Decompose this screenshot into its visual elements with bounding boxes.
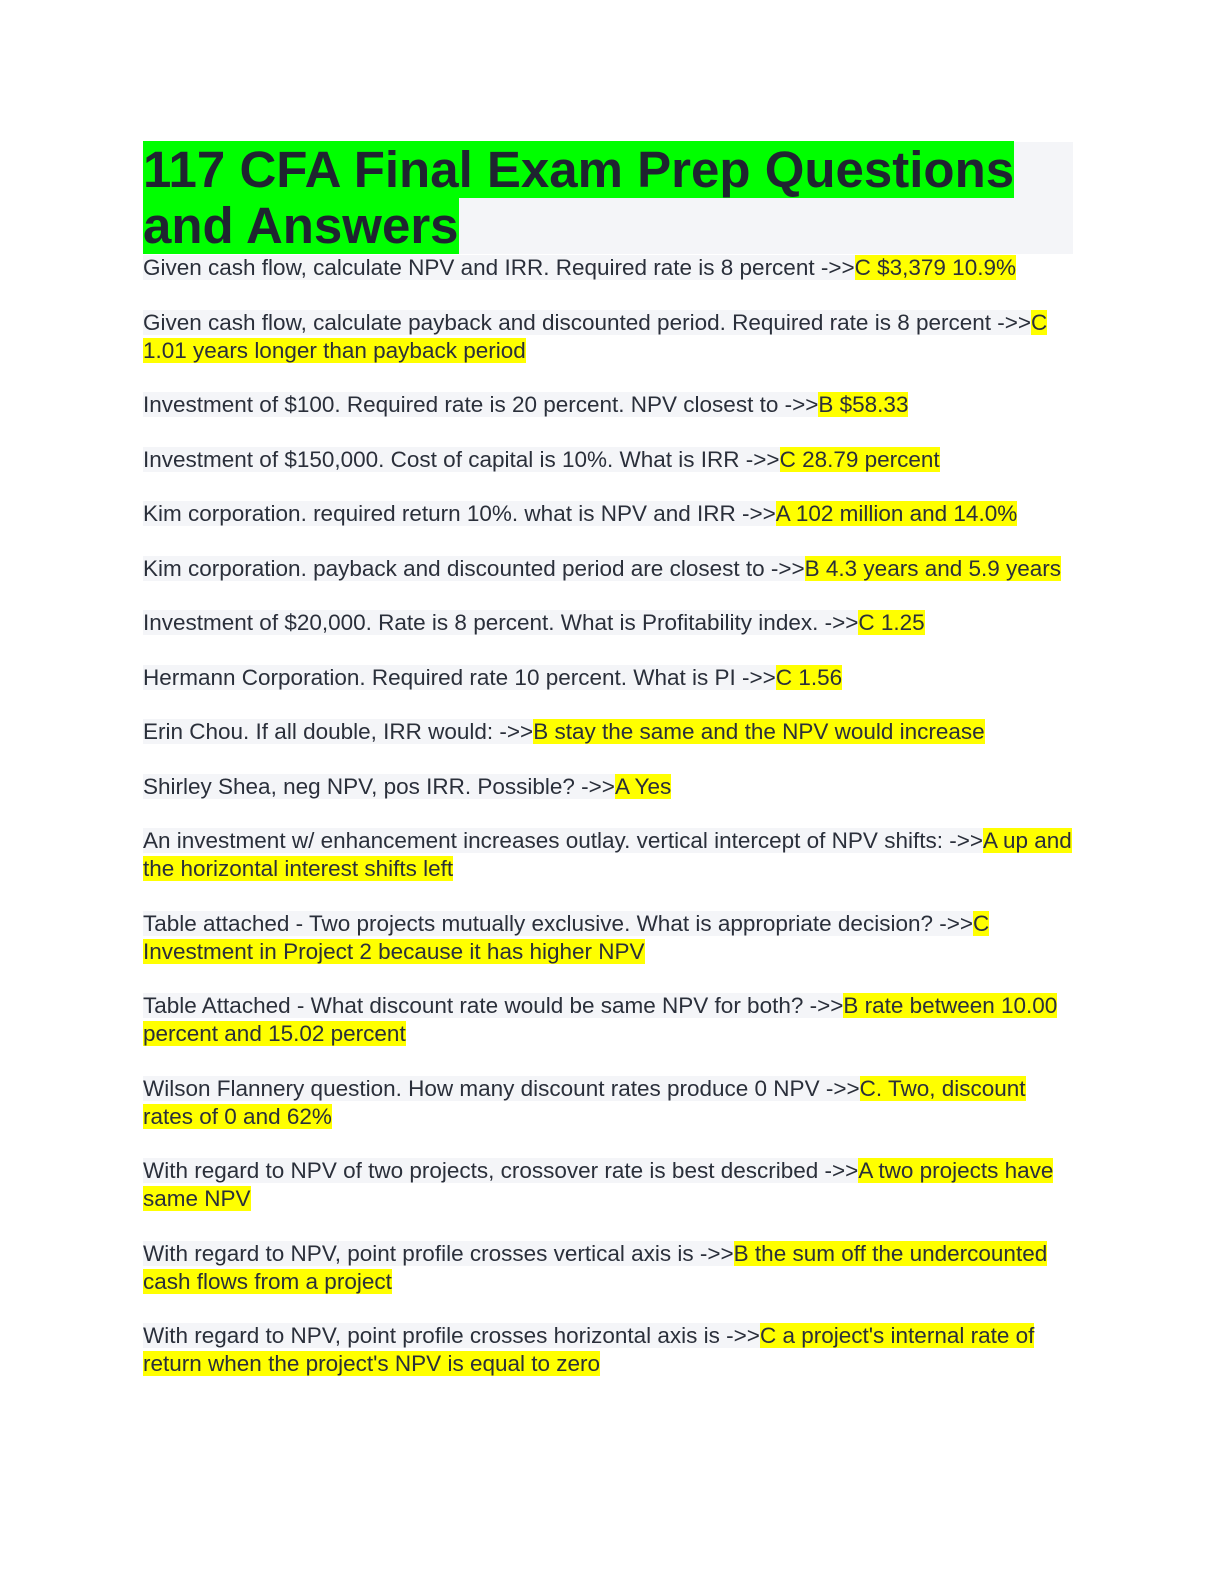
question-text: Table attached - Two projects mutually exclusive. What is appropriate decision? ->> (143, 910, 974, 936)
answer-text: C Investment in Project 2 because it has higher NPV (143, 910, 990, 964)
answer-text: B the sum off the undercounted cash flows from a project (143, 1240, 1048, 1294)
answer-text: C a project's internal rate of return when the project's NPV is equal to zero (143, 1323, 1035, 1376)
list-item (143, 500, 1073, 528)
list-item (143, 773, 1073, 801)
answer-text: C $3,379 10.9% (854, 255, 1016, 280)
question-text: Investment of $20,000. Rate is 8 percent. What is Profitability index. ->> (143, 610, 859, 635)
list-item (143, 1322, 1073, 1378)
list-item (143, 718, 1073, 746)
answer-text: C. Two, discount rates of 0 and 62% (143, 1075, 1026, 1129)
answer-text: B stay the same and the NPV would increase (533, 719, 985, 744)
question-text: Shirley Shea, neg NPV, pos IRR. Possible? ->> (143, 773, 615, 799)
list-item (143, 827, 1073, 883)
answer-text: A up and the horizontal interest shifts left (143, 828, 1072, 881)
list-item (143, 992, 1073, 1048)
question-text: Wilson Flannery question. How many discount rates produce 0 NPV ->> (143, 1075, 860, 1101)
answer-text: B $58.33 (818, 392, 909, 417)
question-text: Investment of $100. Required rate is 20 percent. NPV closest to ->> (143, 392, 819, 417)
document-page (143, 142, 1073, 1405)
answer-text: A 102 million and 14.0% (775, 501, 1018, 526)
question-text: With regard to NPV, point profile crosses horizontal axis is ->> (143, 1323, 760, 1348)
question-text: Table Attached - What discount rate would be same NPV for both? ->> (143, 993, 844, 1018)
answer-text: C 1.56 (775, 664, 843, 690)
question-text: Given cash flow, calculate NPV and IRR. Required rate is 8 percent ->> (143, 255, 855, 280)
question-text: With regard to NPV, point profile crosses vertical axis is ->> (143, 1240, 734, 1266)
title-block (143, 142, 1073, 254)
question-text: Investment of $150,000. Cost of capital is 10%. What is IRR ->> (143, 446, 780, 472)
list-item (143, 555, 1073, 583)
answer-text: B rate between 10.00 percent and 15.02 percent (143, 993, 1058, 1046)
list-item (143, 1240, 1073, 1296)
question-text: Hermann Corporation. Required rate 10 percent. What is PI ->> (143, 664, 776, 690)
question-text: Erin Chou. If all double, IRR would: ->> (143, 719, 534, 744)
list-item (143, 309, 1073, 365)
list-item (143, 1075, 1073, 1131)
answer-text: C 1.01 years longer than payback period (143, 309, 1048, 363)
answer-text: C 1.25 (858, 610, 925, 635)
answer-text: A Yes (614, 773, 672, 799)
question-text: With regard to NPV of two projects, crossover rate is best described ->> (143, 1158, 859, 1183)
answer-text: B 4.3 years and 5.9 years (804, 555, 1062, 581)
page-title (143, 142, 1073, 254)
question-text: Given cash flow, calculate payback and discounted period. Required rate is 8 percent ->> (143, 309, 1032, 335)
answer-text: A two projects have same NPV (143, 1158, 1054, 1211)
answer-text: C 28.79 percent (779, 446, 940, 472)
question-text: Kim corporation. payback and discounted period are closest to ->> (143, 555, 805, 581)
list-item (143, 664, 1073, 692)
question-text: An investment w/ enhancement increases outlay. vertical intercept of NPV shifts: ->> (143, 828, 983, 853)
qa-list (143, 254, 1073, 1378)
question-text: Kim corporation. required return 10%. what is NPV and IRR ->> (143, 501, 776, 526)
page-title-text: 117 CFA Final Exam Prep Questions and Answers (143, 141, 1015, 254)
list-item (143, 1157, 1073, 1213)
list-item (143, 910, 1073, 966)
list-item (143, 391, 1073, 419)
list-item (143, 446, 1073, 474)
list-item (143, 254, 1073, 282)
list-item (143, 609, 1073, 637)
